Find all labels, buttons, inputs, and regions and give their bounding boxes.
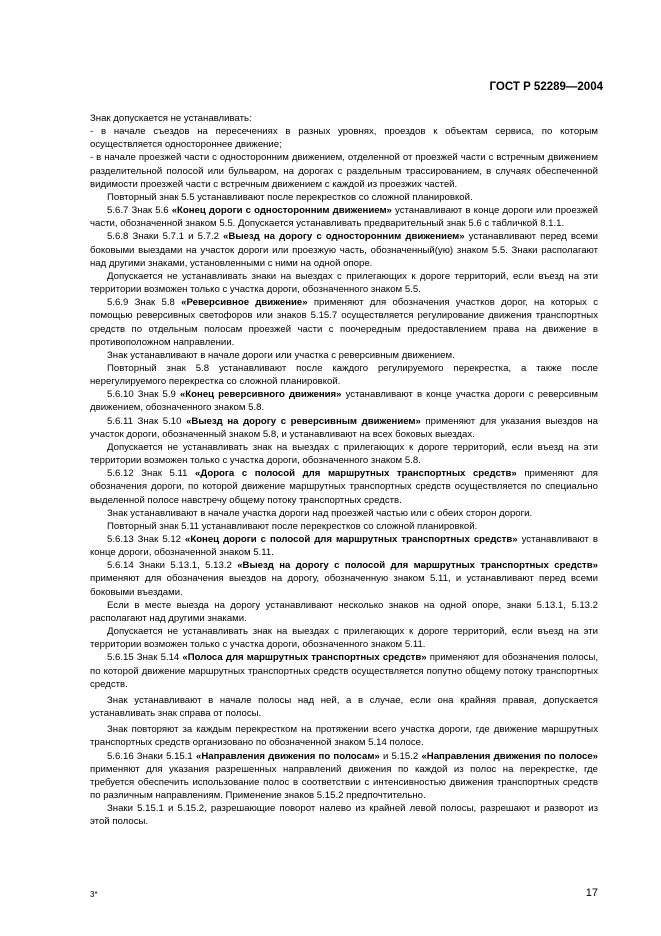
paragraph <box>90 694 598 720</box>
sign-name: «Направления движения по полосам» <box>195 750 380 762</box>
document-code-header: ГОСТ Р 52289—2004 <box>489 81 603 93</box>
page-number: 17 <box>585 887 598 899</box>
paragraph <box>90 270 598 296</box>
paragraph-text: 5.6.13 Знак 5.12 <box>107 534 185 545</box>
paragraph-text: применяют для обозначения выездов на дорогу, обозначенную знаком 5.11, и устанавливают перед всеми боковыми въездами. <box>90 573 598 598</box>
sign-name: «Конец дороги с полосой для маршрутных транспортных средств» <box>185 534 518 545</box>
sign-name: «Дорога с полосой для маршрутных транспортных средств» <box>195 468 517 480</box>
sheet-mark: 3* <box>90 890 98 899</box>
paragraph-text: 5.6.8 Знаки 5.7.1 и 5.7.2 <box>107 231 224 243</box>
paragraph <box>90 112 598 125</box>
paragraph <box>90 520 598 533</box>
paragraph <box>90 533 598 559</box>
paragraph-text: 5.6.9 Знак 5.8 <box>107 297 182 309</box>
sign-name: «Выезд на дорогу с односторонним движением» <box>223 231 465 243</box>
paragraph-text: применяют для указания выездов на участок дороги, обозначенный знаком 5.8, и устанавливают на всех боковых выездах. <box>90 415 598 440</box>
sign-name: «Выезд на дорогу с полосой для маршрутных транспортных средств» <box>237 560 598 572</box>
paragraph-text: устанавливают перед всеми боковыми выездами на участок дороги или проезжую часть, обозначенный(ую) знаком 5.5. Знаки располагают над другими знаками, установленными с ними на одной опоре. <box>90 231 598 269</box>
paragraph-text: Повторный знак 5.11 устанавливают после перекрестков со сложной планировкой. <box>107 520 478 532</box>
paragraph-text: Знак устанавливают в начале участка дороги над проезжей частью или с обеих сторон дороги. <box>107 507 533 519</box>
sign-name: «Полоса для маршрутных транспортных средств» <box>182 652 427 664</box>
paragraph <box>90 296 598 349</box>
paragraph-text: 5.6.10 Знак 5.9 <box>107 389 180 401</box>
paragraph <box>90 191 598 204</box>
paragraph <box>90 230 598 269</box>
paragraph-text: устанавливают в конце дороги, обозначенной знаком 5.11. <box>90 534 598 559</box>
paragraph <box>90 507 598 520</box>
paragraph-text: применяют для указания разрешенных направлений движения по каждой из полос на перекрестке, где требуется обеспечить использование полос в соответствии с интенсивностью движения транспортных средств по различным направлениям. Применение знаков 5.15.2 предпочтительно. <box>90 763 598 801</box>
paragraph <box>90 651 598 690</box>
paragraph-text: 5.6.14 Знаки 5.13.1, 5.13.2 <box>107 560 238 572</box>
paragraph-text: Повторный знак 5.8 устанавливают после каждого регулируемого перекрестка, а также после нерегулируемого перекрестка со сложной планировкой. <box>90 362 598 388</box>
sign-name: «Реверсивное движение» <box>181 297 308 309</box>
paragraph-text: Знак устанавливают в начале дороги или участка с реверсивным движением. <box>107 349 455 361</box>
paragraph <box>90 750 598 803</box>
paragraph <box>90 349 598 362</box>
paragraph-text: Допускается не устанавливать знак на выездах с прилегающих к дороге территорий, если въезд на эти территории возможен только с участка дороги, обозначенного знаком 5.8. <box>90 441 598 467</box>
paragraph <box>90 441 598 467</box>
paragraph <box>90 625 598 651</box>
paragraph-text: устанавливают в конце участка дороги с реверсивным движением, обозначенного знаком 5.8. <box>90 389 598 414</box>
paragraph <box>90 125 598 151</box>
paragraph <box>90 559 598 598</box>
paragraph <box>90 599 598 625</box>
paragraph-text: - в начале проезжей части с односторонним движением, отделенной от проезжей части с встречным движением разделительной полосой или бульваром, на дорогах с раздельным трассированием, в случаях обеспеченной видимости проезжей части с встречным движением с каждой из проезжих частей. <box>90 152 598 190</box>
paragraph <box>90 204 598 230</box>
paragraph-text: Допускается не устанавливать знак на выездах с прилегающих к дороге территорий, если въезд на эти территории возможен только с участка дороги, обозначенного знаком 5.11. <box>90 626 598 651</box>
paragraph-text: Знак повторяют за каждым перекрестком на протяжении всего участка дороги, где движение маршрутных транспортных средств организовано по обозначенной знаком 5.14 полосе. <box>90 724 598 749</box>
paragraph-text: Знаки 5.15.1 и 5.15.2, разрешающие поворот налево из крайней левой полосы, разрешают и разворот из этой полосы. <box>90 803 598 828</box>
paragraph-text: - в начале съездов на пересечениях в разных уровнях, проездов к объектам сервиса, по которым осуществляется одностороннее движение; <box>90 126 598 151</box>
paragraph-text: и 5.15.2 <box>379 750 422 762</box>
paragraph-text: Допускается не устанавливать знаки на выездах с прилегающих к дороге территорий, если въезд на эти территории возможен только с участка дороги, обозначенного знаком 5.5. <box>90 270 598 296</box>
paragraph-text: применяют для обозначения полосы, по которой движение маршрутных транспортных средств осуществляется попутно общему потоку транспортных средств. <box>90 652 599 690</box>
sign-name: «Конец реверсивного движения» <box>179 389 342 401</box>
paragraph-text: 5.6.12 Знак 5.11 <box>107 468 196 480</box>
paragraph <box>90 362 598 388</box>
paragraph-text: устанавливают в конце дороги или проезжей части, обозначенной знаком 5.5. Допускается устанавливать предварительный знак 5.6 с табличкой 8.1.1. <box>90 205 598 230</box>
paragraph <box>90 388 598 414</box>
paragraph <box>90 151 598 190</box>
paragraph-text: 5.6.15 Знак 5.14 <box>107 652 183 664</box>
paragraph-text: 5.6.11 Знак 5.10 <box>107 415 187 427</box>
paragraph-text: Знак устанавливают в начале полосы над ней, а в случае, если она крайняя правая, допускается устанавливать знак справа от полосы. <box>90 694 598 720</box>
paragraph-text: Если в месте выезда на дорогу устанавливают несколько знаков на одной опоре, знаки 5.13.1, 5.13.2 располагают над другими знаками. <box>90 599 598 624</box>
paragraph-text: Повторный знак 5.5 устанавливают после перекрестков со сложной планировкой. <box>107 191 473 203</box>
sign-name: «Выезд на дорогу с реверсивным движением» <box>186 415 421 427</box>
paragraph-text: применяют для обозначения участков дорог, на которых с помощью реверсивных светофоров или знаков 5.15.7 осуществляется регулирование движения транспортных средств по отдельным полосам проезжей части с поочередным предоставлением права на движение в противоположном направлении. <box>90 297 599 348</box>
paragraph-text: Знак допускается не устанавливать: <box>90 113 252 124</box>
paragraph-text: применяют для обозначения дороги, по которой движение маршрутных транспортных средств осуществляется по специально выделенной полосе навстречу общему потоку транспортных средств. <box>90 468 598 506</box>
paragraph <box>90 723 598 749</box>
paragraph <box>90 467 598 506</box>
paragraph <box>90 802 598 828</box>
paragraph <box>90 415 598 441</box>
paragraph-text: 5.6.7 Знак 5.6 <box>107 205 172 217</box>
body-text <box>90 112 598 828</box>
sign-name: «Конец дороги с односторонним движением» <box>171 205 392 217</box>
paragraph-text: 5.6.16 Знаки 5.15.1 <box>107 750 196 762</box>
sign-name: «Направления движения по полосе» <box>421 750 599 762</box>
